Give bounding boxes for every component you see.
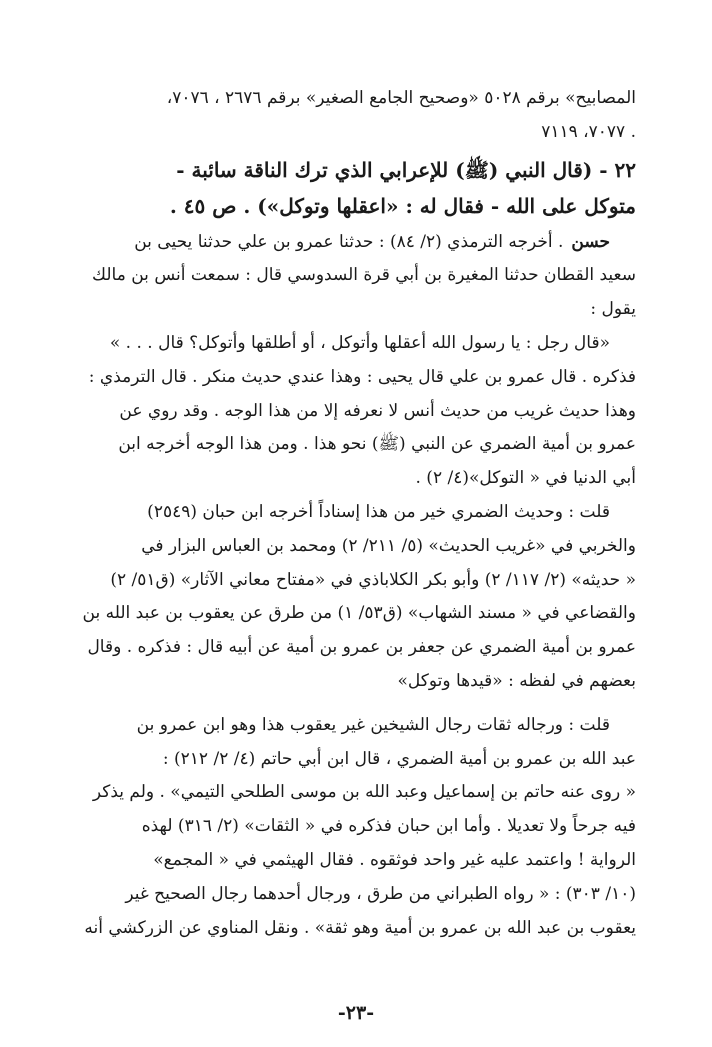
second-qult-paragraph: [70, 709, 636, 946]
text-line: [70, 226, 636, 260]
text-line: « روى عنه حاتم بن إسماعيل وعبد الله بن موسى الطلحي التيمي» . ولم يذكر: [92, 782, 636, 803]
text-line: ٧٠٧٧، ٧١١٩ .: [541, 121, 636, 142]
text-line: بعضهم في لفظه : «قيدها وتوكل»: [397, 670, 636, 691]
top-paragraph: [70, 82, 636, 150]
text-line: والقضاعي في « مسند الشهاب» (ق٥٣/ ١) من طرق عن يعقوب بن عبد الله بن: [82, 603, 636, 624]
text-line: (١٠/ ٣٠٣) : « رواه الطبراني من طرق ، ورجال أحدهما رجال الصحيح غير: [125, 883, 636, 904]
takhrij-text: . أخرجه الترمذي (٢/ ٨٤) : حدثنا عمرو بن علي حدثنا يحيى بن: [134, 231, 564, 252]
text-line: أبي الدنيا في « التوكل»(٤/ ٢) .: [415, 468, 636, 489]
text-line: «قال رجل : يا رسول الله أعقلها وأتوكل ، أو أطلقها وأتوكل؟ قال . . . »: [109, 332, 610, 353]
text-line: وهذا حديث غريب من حديث أنس لا نعرفه إلا من هذا الوجه . وقد روي عن: [119, 400, 636, 421]
text-line: يقول :: [590, 299, 636, 320]
text-line: فذكره . قال عمرو بن علي قال يحيى : وهذا عندي حديث منكر . قال الترمذي :: [88, 366, 636, 387]
page-body: [70, 82, 636, 945]
paragraph-gap: [70, 699, 636, 709]
text-line: الرواية ! واعتمد عليه غير واحد فوثقوه . فقال الهيثمي في « المجمع»: [153, 849, 636, 870]
text-line: « حديثه» (٢/ ١١٧/ ٢) وأبو بكر الكلاباذي في «مفتاح معاني الآثار» (ق٥١/ ٢): [110, 569, 636, 590]
hadith-grade: حسن: [571, 231, 610, 252]
takhrij-paragraph: [70, 226, 636, 327]
text-line: عمرو بن أمية الضمري عن النبي (ﷺ) نحو هذا . ومن هذا الوجه أخرجه ابن: [118, 434, 636, 455]
heading-line: متوكل على الله - فقال له : «اعقلها وتوكل») . ص ٤٥ .: [169, 193, 636, 218]
text-line: عمرو بن أمية الضمري عن جعفر بن عمرو بن أمية عن أبيه قال : فذكره . وقال: [87, 637, 636, 658]
text-line: سعيد القطان حدثنا المغيرة بن أبي قرة السدوسي قال : سمعت أنس بن مالك: [92, 265, 636, 286]
heading-line: ٢٢ - (قال النبي (ﷺ) للإعرابي الذي ترك الناقة سائبة -: [176, 157, 636, 182]
text-line: قلت : ورجاله ثقات رجال الشيخين غير يعقوب هذا وهو ابن عمرو بن: [136, 714, 610, 735]
text-line: المصابيح» برقم ٥٠٢٨ «وصحيح الجامع الصغير» برقم ٢٦٧٦ ، ٧٠٧٦،: [166, 88, 636, 108]
hadith-text-paragraph: [70, 327, 636, 496]
text-line: يعقوب بن عبد الله بن عمرو بن أمية وهو ثقة» . ونقل المناوي عن الزركشي أنه: [84, 917, 636, 938]
text-line: عبد الله بن عمرو بن أمية الضمري ، قال ابن أبي حاتم (٤/ ٢/ ٢١٢) :: [162, 748, 636, 769]
text-line: قلت : وحديث الضمري خير من هذا إسناداً أخرجه ابن حبان (٢٥٤٩): [147, 501, 610, 522]
hadith-heading: [70, 152, 636, 224]
first-qult-paragraph: [70, 496, 636, 699]
text-line: والخربي في «غريب الحديث» (٥/ ٢١١/ ٢) ومحمد بن العباس البزار في: [141, 535, 636, 556]
page-number: -٢٣-: [337, 1002, 375, 1024]
text-line: فيه جرحاً ولا تعديلا . وأما ابن حبان فذكره في « الثقات» (٢/ ٣١٦) لهذه: [141, 816, 636, 837]
